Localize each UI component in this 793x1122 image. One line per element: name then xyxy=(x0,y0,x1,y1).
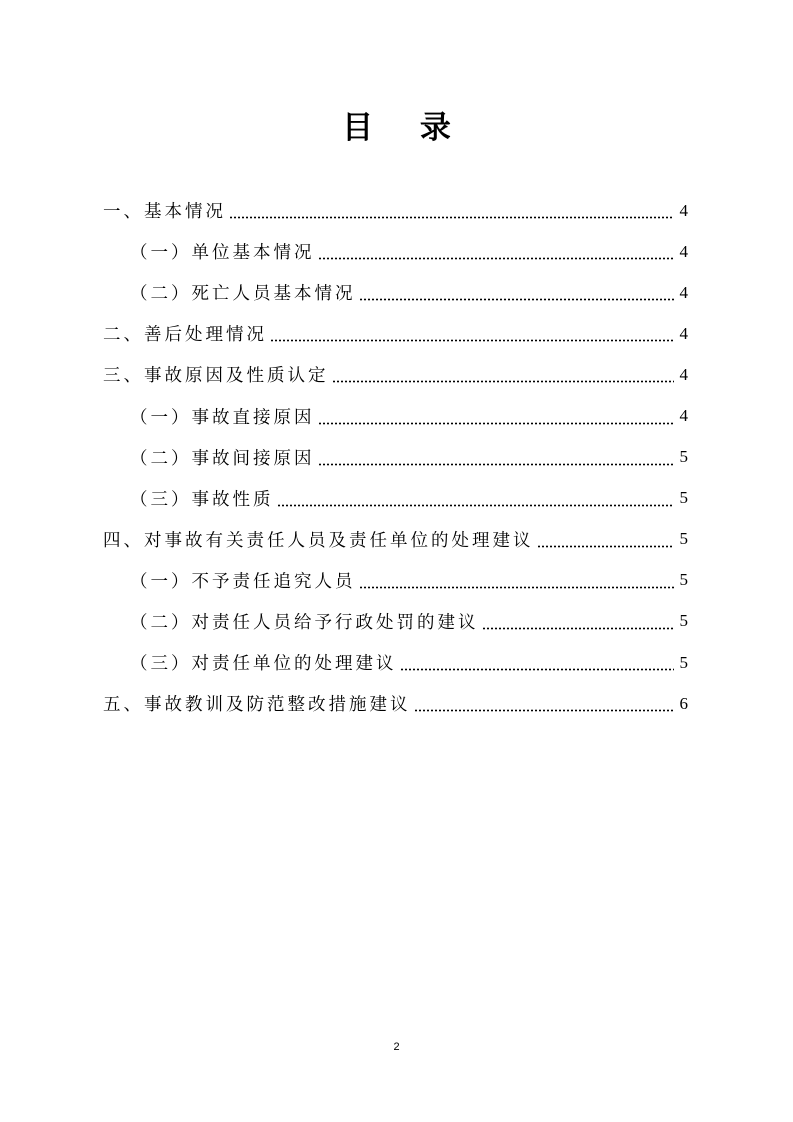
toc-entry-text: 五、事故教训及防范整改措施建议 xyxy=(103,695,411,716)
toc-entry[interactable] xyxy=(103,272,688,313)
toc-entry-page: 5 xyxy=(679,488,688,508)
toc-dot-leader xyxy=(400,668,675,671)
toc-entry-page: 5 xyxy=(679,570,688,590)
toc-dot-leader xyxy=(318,463,675,466)
toc-entry-text: （二）死亡人员基本情况 xyxy=(130,284,356,305)
toc-entry-text: 四、对事故有关责任人员及责任单位的处理建议 xyxy=(103,530,534,551)
table-of-contents xyxy=(103,190,688,724)
toc-dot-leader xyxy=(318,422,675,425)
toc-entry-page: 5 xyxy=(679,447,688,467)
toc-entry-text: （一）单位基本情况 xyxy=(130,243,315,264)
page-number: 2 xyxy=(393,1041,400,1053)
toc-dot-leader xyxy=(229,216,674,219)
toc-dot-leader xyxy=(270,339,674,342)
toc-entry-text: （一）不予责任追究人员 xyxy=(130,571,356,592)
toc-dot-leader xyxy=(482,627,675,630)
toc-entry[interactable] xyxy=(103,560,688,601)
page-title: 目 录 xyxy=(342,110,469,146)
toc-entry-page: 6 xyxy=(679,693,688,713)
toc-entry[interactable] xyxy=(103,437,688,478)
toc-entry-page: 4 xyxy=(679,323,688,343)
toc-entry-text: （二）对责任人员给予行政处罚的建议 xyxy=(130,612,479,633)
toc-entry[interactable] xyxy=(103,519,688,560)
toc-entry-text: 三、事故原因及性质认定 xyxy=(103,366,329,387)
toc-entry[interactable] xyxy=(103,395,688,436)
toc-entry-text: （三）对责任单位的处理建议 xyxy=(130,654,397,675)
toc-dot-leader xyxy=(318,257,675,260)
toc-entry-page: 4 xyxy=(679,200,688,220)
toc-entry-text: （一）事故直接原因 xyxy=(130,407,315,428)
toc-entry[interactable] xyxy=(103,642,688,683)
toc-dot-leader xyxy=(359,298,675,301)
toc-entry-page: 4 xyxy=(679,282,688,302)
toc-entry[interactable] xyxy=(103,601,688,642)
toc-dot-leader xyxy=(359,586,675,589)
toc-dot-leader xyxy=(332,380,675,383)
toc-entry-page: 5 xyxy=(679,529,688,549)
toc-entry-page: 5 xyxy=(679,611,688,631)
toc-entry[interactable] xyxy=(103,190,688,231)
toc-entry[interactable] xyxy=(103,231,688,272)
toc-entry[interactable] xyxy=(103,478,688,519)
toc-entry-page: 4 xyxy=(679,241,688,261)
toc-entry-page: 5 xyxy=(679,652,688,672)
toc-entry-page: 4 xyxy=(679,406,688,426)
toc-dot-leader xyxy=(277,504,675,507)
toc-entry-page: 4 xyxy=(679,364,688,384)
toc-dot-leader xyxy=(537,545,675,548)
toc-entry[interactable] xyxy=(103,683,688,724)
toc-dot-leader xyxy=(414,709,675,712)
toc-entry-text: 二、善后处理情况 xyxy=(103,325,267,346)
toc-entry[interactable] xyxy=(103,313,688,354)
toc-entry[interactable] xyxy=(103,354,688,395)
toc-entry-text: （三）事故性质 xyxy=(130,489,274,510)
toc-entry-text: 一、基本情况 xyxy=(103,202,226,223)
toc-entry-text: （二）事故间接原因 xyxy=(130,448,315,469)
